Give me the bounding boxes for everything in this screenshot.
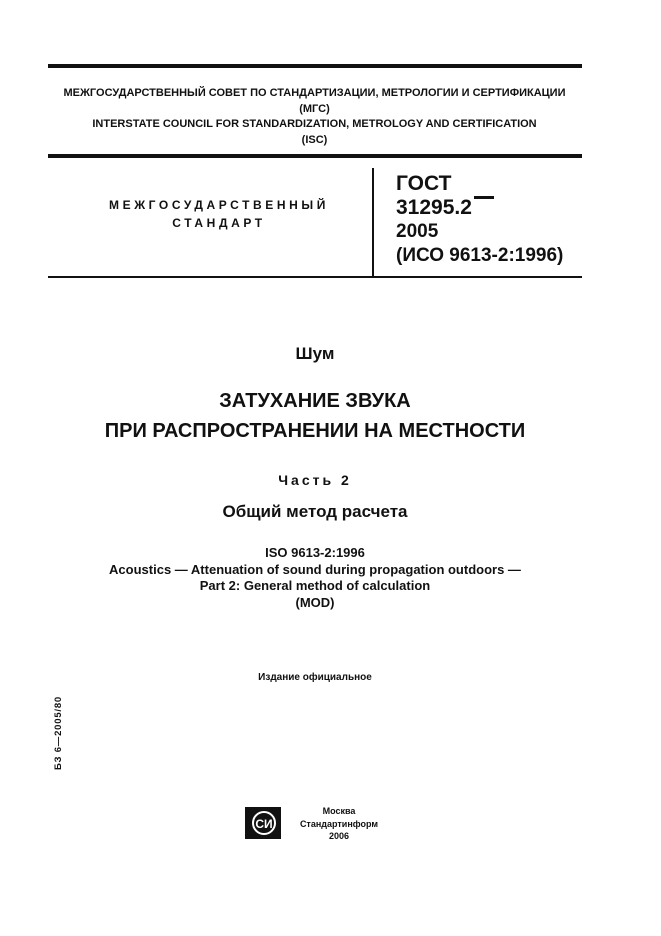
council-abbr-ru: (МГС)	[299, 102, 330, 115]
council-name-ru: МЕЖГОСУДАРСТВЕННЫЙ СОВЕТ ПО СТАНДАРТИЗАЦИИ, МЕТРОЛОГИИ И СЕРТИФИКАЦИИ	[63, 87, 566, 99]
iso-reference-block	[0, 545, 630, 611]
spine-code	[51, 670, 67, 770]
standard-type-line2: СТАНДАРТ	[172, 216, 266, 230]
svg-text:СИ: СИ	[255, 817, 273, 831]
header-divider	[372, 168, 374, 276]
main-title	[0, 386, 630, 446]
designation-prefix: ГОСТ	[396, 172, 452, 195]
designation-iso-ref: (ИСО 9613-2:1996)	[396, 245, 564, 266]
main-title-line2: ПРИ РАСПРОСТРАНЕНИИ НА МЕСТНОСТИ	[104, 420, 526, 442]
council-rule	[48, 154, 582, 158]
standard-type	[88, 196, 350, 232]
part-title: Общий метод расчета	[222, 502, 408, 521]
council-name-en: INTERSTATE COUNCIL FOR STANDARDIZATION, METROLOGY AND CERTIFICATION	[92, 118, 537, 130]
publisher-city: Москва	[322, 806, 356, 816]
standard-designation	[396, 172, 563, 268]
designation-year: 2005	[396, 221, 439, 242]
header-rule	[48, 276, 582, 278]
title-topic: Шум	[295, 344, 335, 363]
iso-number: ISO 9613-2:1996	[265, 545, 365, 560]
publisher-year: 2006	[328, 831, 350, 841]
top-rule	[48, 64, 582, 68]
edition-label: Издание официальное	[258, 672, 372, 683]
iso-modification: (MOD)	[295, 594, 335, 610]
spine-code-text: БЗ 6—2005/80	[53, 695, 64, 770]
standartinform-logo-icon	[245, 807, 281, 839]
council-block	[48, 86, 581, 148]
standard-type-line1: МЕЖГОСУДАРСТВЕННЫЙ	[109, 198, 329, 212]
publisher-name: Стандартинформ	[299, 818, 379, 829]
council-abbr-en: (ISC)	[301, 133, 328, 146]
designation-dash	[474, 196, 494, 199]
iso-title-line1: Acoustics — Attenuation of sound during propagation outdoors —	[109, 561, 521, 577]
publisher-block	[296, 805, 382, 843]
designation-number: 31295.2	[396, 196, 472, 219]
main-title-line1: ЗАТУХАНИЕ ЗВУКА	[219, 390, 411, 412]
part-label: Часть 2	[278, 472, 352, 488]
iso-title-line2: Part 2: General method of calculation	[199, 578, 431, 593]
